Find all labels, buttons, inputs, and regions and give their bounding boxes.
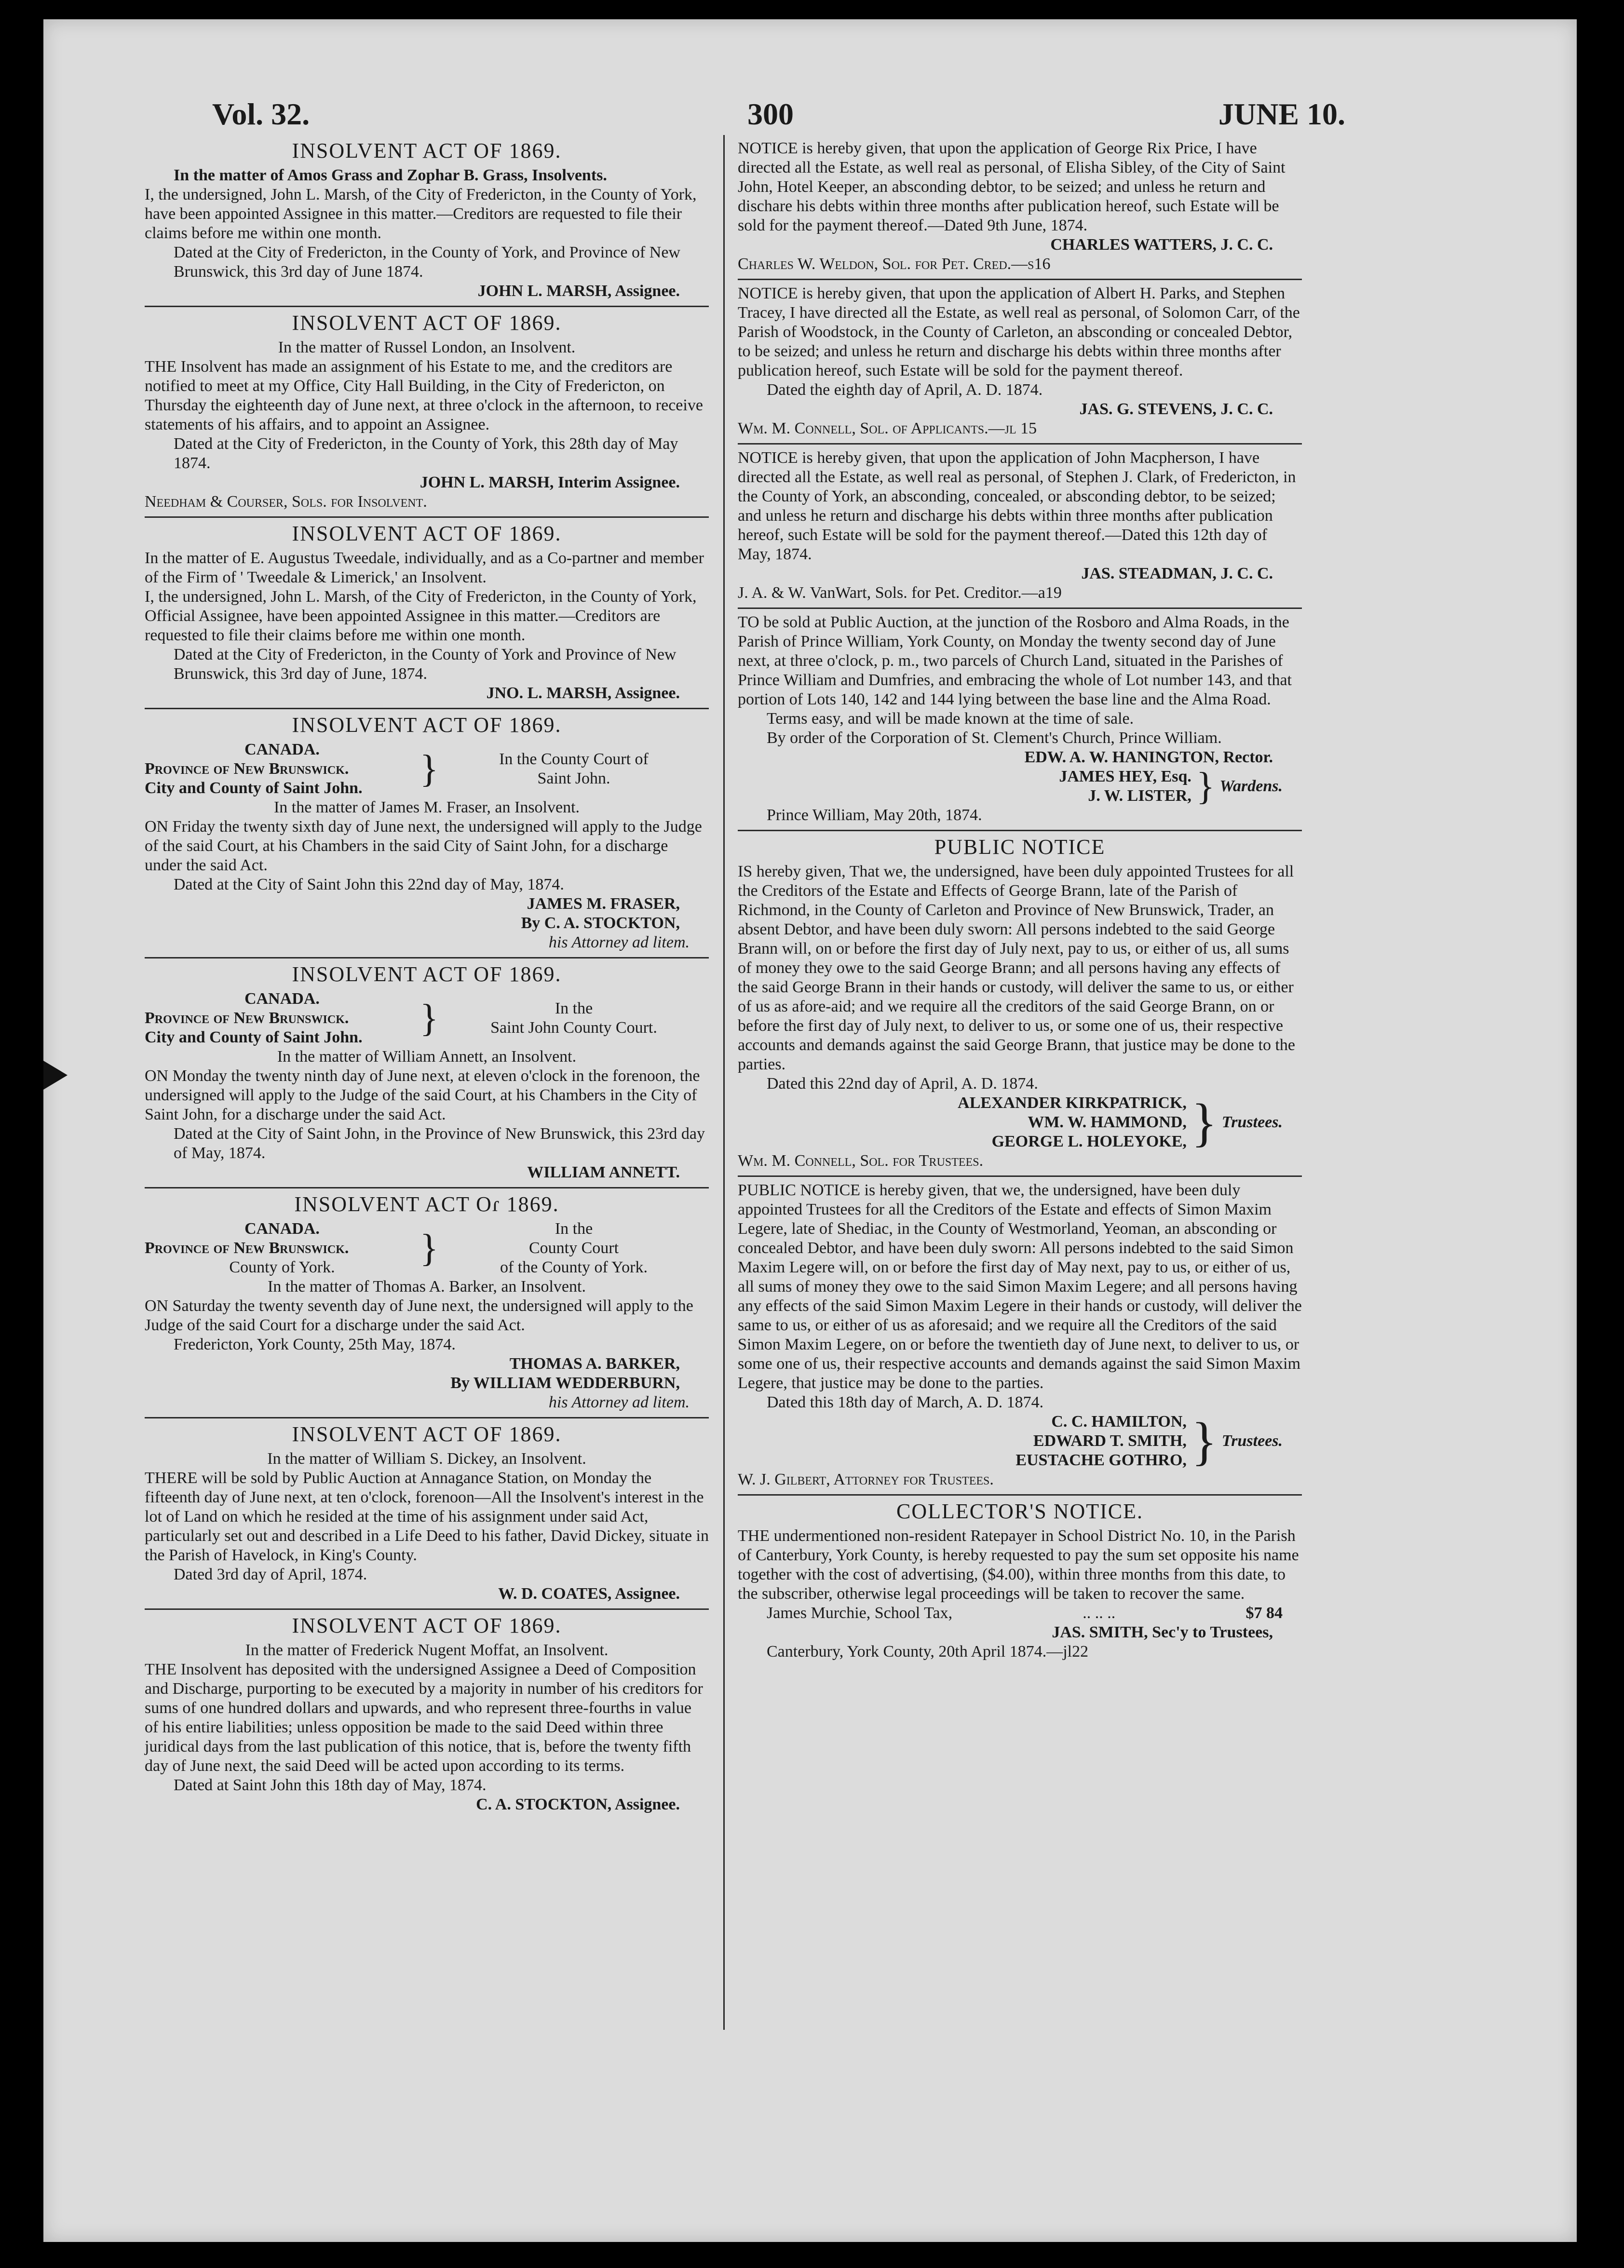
column-divider <box>723 135 725 2030</box>
tax-line <box>738 1604 1302 1623</box>
notice-dated: Dated 3rd day of April, 1874. <box>174 1566 367 1583</box>
notice-dated: Dated at the City of Saint John this 22nd day of May, 1874. <box>174 876 564 893</box>
court-line-1: In the <box>555 1220 593 1238</box>
notice-signature: CHARLES WATTERS, J. C. C. <box>1050 236 1273 254</box>
warden-1: JAMES HEY, Esq. <box>1059 768 1191 785</box>
tax-item: James Murchie, School Tax, <box>767 1604 953 1622</box>
notice-attorney-role: his Attorney ad litem. <box>548 933 690 951</box>
notice-body: THE undermentioned non-resident Ratepayer in School District No. 10, in the Parish of Canterbury, York County, is hereby requested to pay the sum set opposite his name together with the cost of advertising, ($4.00), within three months from this date, to the subscriber, otherwise legal proceedings will be taken to recover the same. <box>738 1527 1299 1603</box>
notice-place: Canterbury, York County, 20th April 1874.—jl22 <box>767 1643 1089 1660</box>
notice-solicitors: Wm. M. Connell, Sol. of Applicants.—jl 15 <box>738 419 1037 437</box>
margin-arrow-icon <box>43 1061 68 1090</box>
trustees-block <box>738 1412 1302 1470</box>
court-heading <box>145 740 709 798</box>
notice-body: I, the undersigned, John L. Marsh, of the City of Fredericton, in the County of York, have been appointed Assignee in this matter.—Creditors are requested to file their claims before me within one month. <box>145 186 697 242</box>
notice-signature: JNO. L. MARSH, Assignee. <box>486 684 680 702</box>
trustees-label: Trustees. <box>1221 1432 1283 1450</box>
notice-title: INSOLVENT ACT OF 1869. <box>292 713 562 737</box>
notice-sibley <box>738 135 1302 280</box>
notice-dated: Dated at the City of Fredericton, in the County of York and Province of New Brunswick, this 3rd day of June, 1874. <box>174 646 677 683</box>
notice-title: INSOLVENT ACT OF 1869. <box>292 1422 562 1446</box>
notice-signature: W. D. COATES, Assignee. <box>498 1585 680 1603</box>
brace-icon: } <box>1196 765 1215 808</box>
trustee-1: ALEXANDER KIRKPATRICK, <box>958 1094 1187 1112</box>
notice-matter: In the matter of E. Augustus Tweedale, individually, and as a Co-partner and member of the Firm of ' Tweedale & Limerick,' an Insolvent. <box>145 549 704 586</box>
wardens-block <box>738 767 1302 806</box>
brace-icon: } <box>1191 1093 1217 1152</box>
notice-title: INSOLVENT ACT OF 1869. <box>292 962 562 986</box>
notice-matter: In the matter of Amos Grass and Zophar B. Grass, Insolvents. <box>174 166 607 184</box>
notice-body: ON Saturday the twenty seventh day of June next, the undersigned will apply to the Judge of the said Court for a discharge under the said Act. <box>145 1297 693 1334</box>
court-line-1: In the County Court of <box>499 750 649 768</box>
notice-body: NOTICE is hereby given, that upon the application of John Macpherson, I have directed all the Estate, as well real as personal, of Stephen J. Clark, of Fredericton, in the County of York, an absconding, concealed, or absconding debtor, to be seized; and unless he return and discharge his debts within three months after publication hereof, such Estate will be sold for the payment thereof.—Dated this 12th day of May, 1874. <box>738 449 1296 563</box>
province-label: Province of New Brunswick. <box>145 760 349 778</box>
notice-dated: Dated at the City of Fredericton, in the County of York, this 28th day of May 1874. <box>174 435 678 472</box>
notice-signature: WILLIAM ANNETT. <box>527 1163 680 1181</box>
brace-icon: } <box>420 1227 439 1269</box>
tax-leader: .. .. .. <box>1083 1604 1116 1622</box>
notice-terms: Terms easy, and will be made known at the time of sale. <box>767 710 1134 728</box>
wardens-label: Wardens. <box>1219 777 1283 795</box>
notice-matter: In the matter of Russel London, an Insolvent. <box>278 338 576 356</box>
page-header <box>169 82 1345 140</box>
brace-icon: } <box>1191 1412 1217 1471</box>
right-column <box>738 135 1302 1666</box>
court-line-1: In the <box>555 999 593 1017</box>
city-label: City and County of Saint John. <box>145 779 363 797</box>
canada-label: CANADA. <box>244 990 320 1008</box>
notice-body: I, the undersigned, John L. Marsh, of the City of Fredericton, in the County of York, Official Assignee, have been appointed Assignee in this matter.—Creditors are requested to file their claims before me within one month. <box>145 588 697 644</box>
notice-signature: C. A. STOCKTON, Assignee. <box>476 1796 680 1813</box>
notice-body: IS hereby given, That we, the undersigned, have been duly appointed Trustees for all the Creditors of the Estate and Effects of George Brann, late of the Parish of Richmond, in the County of Carleton and Province of New Brunswick, Trader, an absent Debtor, and have been duly sworn: All persons indebted to the said George Brann will, on or before the first day of July next, pay to us, or either of us, all sums of money they owe to the said George Brann; and all persons having any effects of the said George Brann in their hands or custody, will deliver the same to us, or either of us as afore-aid; and we require all the creditors of the said George Brann, on or before the first day of July next, to deliver to us, or some one of us, their respective accounts and demands against the said George Brann, that justice may be done to the parties. <box>738 863 1295 1073</box>
notice-collector <box>738 1496 1302 1666</box>
trustees-block <box>738 1094 1302 1151</box>
notice-solicitors: Needham & Courser, Sols. for Insolvent. <box>145 493 427 511</box>
notice-dated: Fredericton, York County, 25th May, 1874. <box>174 1336 456 1353</box>
notice-dated: Dated this 22nd day of April, A. D. 1874. <box>767 1075 1038 1093</box>
volume-number: Vol. 32. <box>212 97 310 131</box>
page-number: 300 <box>747 97 794 131</box>
notice-solicitors: Wm. M. Connell, Sol. for Trustees. <box>738 1152 984 1170</box>
notice-title: INSOLVENT ACT OF 1869. <box>292 311 562 335</box>
brace-icon: } <box>420 748 439 790</box>
notice-grass <box>145 135 709 307</box>
notice-title: INSOLVENT ACT OF 1869. <box>292 139 562 162</box>
notice-body: ON Friday the twenty sixth day of June next, the undersigned will apply to the Judge of the said Court, at his Chambers in the said City of Saint John, for a discharge under the said Act. <box>145 818 702 874</box>
notice-body: TO be sold at Public Auction, at the junction of the Rosboro and Alma Roads, in the Parish of Prince William, York County, on Monday the twenty second day of June next, at three o'clock, p. m., two parcels of Church Land, situated in the Parishes of Prince William and Dumfries, and embracing the whole of Lot number 143, and that portion of Lots 140, 142 and 144 lying between the base line and the Alma Road. <box>738 613 1292 708</box>
notice-title: INSOLVENT ACT Oɾ 1869. <box>294 1192 559 1216</box>
notice-brann <box>738 831 1302 1177</box>
notice-london <box>145 307 709 518</box>
notice-clark <box>738 445 1302 609</box>
notice-dated: Dated at the City of Saint John, in the Province of New Brunswick, this 23rd day of May, 1874. <box>174 1125 705 1162</box>
province-label: Province of New Brunswick. <box>145 1009 349 1027</box>
city-label: City and County of Saint John. <box>145 1028 363 1046</box>
notice-matter: In the matter of Frederick Nugent Moffat, an Insolvent. <box>245 1641 609 1659</box>
notice-title: INSOLVENT ACT OF 1869. <box>292 1614 562 1637</box>
court-heading <box>145 989 709 1047</box>
notice-signature: JAMES M. FRASER, <box>527 895 680 913</box>
notice-dated: Dated at the City of Fredericton, in the County of York, and Province of New Brunswick, this 3rd day of June 1874. <box>174 243 680 281</box>
notice-attorney: By C. A. STOCKTON, <box>521 914 680 932</box>
trustee-3: GEORGE L. HOLEYOKE, <box>991 1133 1187 1150</box>
notice-signature: JOHN L. MARSH, Assignee. <box>477 282 680 300</box>
trustee-3: EUSTACHE GOTHRO, <box>1015 1451 1187 1469</box>
notice-order: By order of the Corporation of St. Clement's Church, Prince William. <box>767 729 1222 747</box>
tax-amount: $7 84 <box>1245 1604 1283 1622</box>
notice-tweedale <box>145 518 709 709</box>
notice-dickey <box>145 1418 709 1610</box>
notice-body: THERE will be sold by Public Auction at Annagance Station, on Monday the fifteenth day of June next, at ten o'clock, forenoon—All the Insolvent's interest in the lot of Land on which he resided at the time of his assignment under said Act, particularly set out and described in a Life Deed to his father, David Dickey, situate in the Parish of Havelock, in King's County. <box>145 1469 709 1564</box>
trustee-2: WM. W. HAMMOND, <box>1028 1113 1187 1131</box>
notice-title: INSOLVENT ACT OF 1869. <box>292 522 562 545</box>
notice-signature: THOMAS A. BARKER, <box>509 1355 680 1373</box>
notice-signature: JOHN L. MARSH, Interim Assignee. <box>420 473 680 491</box>
notice-fraser <box>145 709 709 958</box>
notice-matter: In the matter of Thomas A. Barker, an Insolvent. <box>268 1278 586 1296</box>
notice-solicitors: J. A. & W. VanWart, Sols. for Pet. Creditor.—a19 <box>738 584 1062 602</box>
notice-body: ON Monday the twenty ninth day of June next, at eleven o'clock in the forenoon, the undersigned will apply to the Judge of the said Court, at his Chambers in the City of Saint John, for a discharge under the said Act. <box>145 1067 700 1123</box>
notice-matter: In the matter of William Annett, an Insolvent. <box>277 1048 577 1066</box>
trustee-1: C. C. HAMILTON, <box>1051 1413 1187 1431</box>
notice-signature: JAS. G. STEVENS, J. C. C. <box>1079 400 1273 418</box>
brace-icon: } <box>420 997 439 1040</box>
notice-barker <box>145 1188 709 1418</box>
notice-annett <box>145 958 709 1188</box>
notice-attorney-role: his Attorney ad litem. <box>548 1393 690 1411</box>
notice-church-land <box>738 609 1302 831</box>
notice-attorney: By WILLIAM WEDDERBURN, <box>450 1374 680 1392</box>
notice-legere <box>738 1177 1302 1496</box>
court-heading <box>145 1219 709 1277</box>
notice-carr <box>738 280 1302 445</box>
notice-body: NOTICE is hereby given, that upon the application of George Rix Price, I have directed all the Estate, as well real as personal, of Elisha Sibley, of the City of Saint John, Hotel Keeper, an absconding debtor, to be seized; and unless he return and dischare his debts within three months after publication hereof, such Estate will be sold for the payment thereof.—Dated 9th June, 1874. <box>738 139 1286 234</box>
court-line-3: of the County of York. <box>500 1258 648 1276</box>
court-line-2: County Court <box>528 1239 619 1257</box>
notice-matter: In the matter of James M. Fraser, an Insolvent. <box>273 798 580 816</box>
court-line-2: Saint John County Court. <box>490 1019 657 1037</box>
notice-rector: EDW. A. W. HANINGTON, Rector. <box>1024 748 1273 766</box>
province-label: Province of New Brunswick. <box>145 1239 349 1257</box>
warden-2: J. W. LISTER, <box>1088 787 1191 805</box>
notice-body: PUBLIC NOTICE is hereby given, that we, the undersigned, have been duly appointed Trustees for all the Creditors of the Estate and effects of Simon Maxim Legere, late of Shediac, in the County of Westmorland, Yeoman, an absconding or concealed Debtor, and have been duly sworn: All persons indebted to the said Simon Maxim Legere will, on or before the first day of May next, pay to us, or either of us, all sums of money they owe to the said Simon Maxim Legere; and all persons having any effects of the said Simon Maxim Legere in their hands or custody, will deliver the same to us, or either of us as aforesaid; and we require all the Creditors of the said Simon Maxim Legere, on or before the twentieth day of June next, to deliver to us, or some one of us, their respective accounts and demands against the said Simon Maxim Legere, that justice may be done to the parties. <box>738 1181 1302 1392</box>
county-label: County of York. <box>229 1258 335 1276</box>
canada-label: CANADA. <box>244 1220 320 1238</box>
notice-title: COLLECTOR'S NOTICE. <box>896 1499 1143 1523</box>
notice-moffat <box>145 1610 709 1819</box>
canada-label: CANADA. <box>244 741 320 758</box>
notice-signature: JAS. SMITH, Sec'y to Trustees, <box>1052 1623 1273 1641</box>
notice-solicitors: W. J. Gilbert, Attorney for Trustees. <box>738 1471 994 1488</box>
notice-body: NOTICE is hereby given, that upon the application of Albert H. Parks, and Stephen Tracey, I have directed all the Estate, as well real as personal, of Solomon Carr, of the Parish of Woodstock, in the County of Carleton, an absconding or concealed Debtor, to be seized; and unless he return and discharge his debts within three months after publication hereof, such Estate will be sold for the payment thereof. <box>738 284 1300 379</box>
issue-date: JUNE 10. <box>1218 97 1345 131</box>
notice-dated: Dated the eighth day of April, A. D. 1874. <box>767 381 1043 399</box>
notice-matter: In the matter of William S. Dickey, an Insolvent. <box>267 1450 586 1468</box>
trustee-2: EDWARD T. SMITH, <box>1033 1432 1187 1450</box>
left-column <box>145 135 709 1819</box>
notice-signature: JAS. STEADMAN, J. C. C. <box>1081 565 1273 582</box>
notice-title: PUBLIC NOTICE <box>934 835 1106 859</box>
court-line-2: Saint John. <box>537 770 610 787</box>
notice-dated: Dated at Saint John this 18th day of May, 1874. <box>174 1776 487 1794</box>
notice-body: THE Insolvent has deposited with the undersigned Assignee a Deed of Composition and Discharge, purporting to be executed by a majority in number of his creditors for sums of one hundred dollars and upwards, and who represent three-fourths in value of his entire liabilities; unless opposition be made to the said Deed within three juridical days from the last publication of this notice, that is, before the twenty fifth day of June next, the said Deed will be acted upon according to its terms. <box>145 1660 703 1775</box>
notice-place: Prince William, May 20th, 1874. <box>767 806 982 824</box>
notice-solicitors: Charles W. Weldon, Sol. for Pet. Cred.—s16 <box>738 255 1051 273</box>
trustees-label: Trustees. <box>1221 1113 1283 1131</box>
notice-body: THE Insolvent has made an assignment of his Estate to me, and the creditors are notified to meet at my Office, City Hall Building, in the City of Fredericton, on Thursday the eighteenth day of June next, at three o'clock in the afternoon, to receive statements of his affairs, and to appoint an Assignee. <box>145 358 703 433</box>
notice-dated: Dated this 18th day of March, A. D. 1874. <box>767 1393 1044 1411</box>
